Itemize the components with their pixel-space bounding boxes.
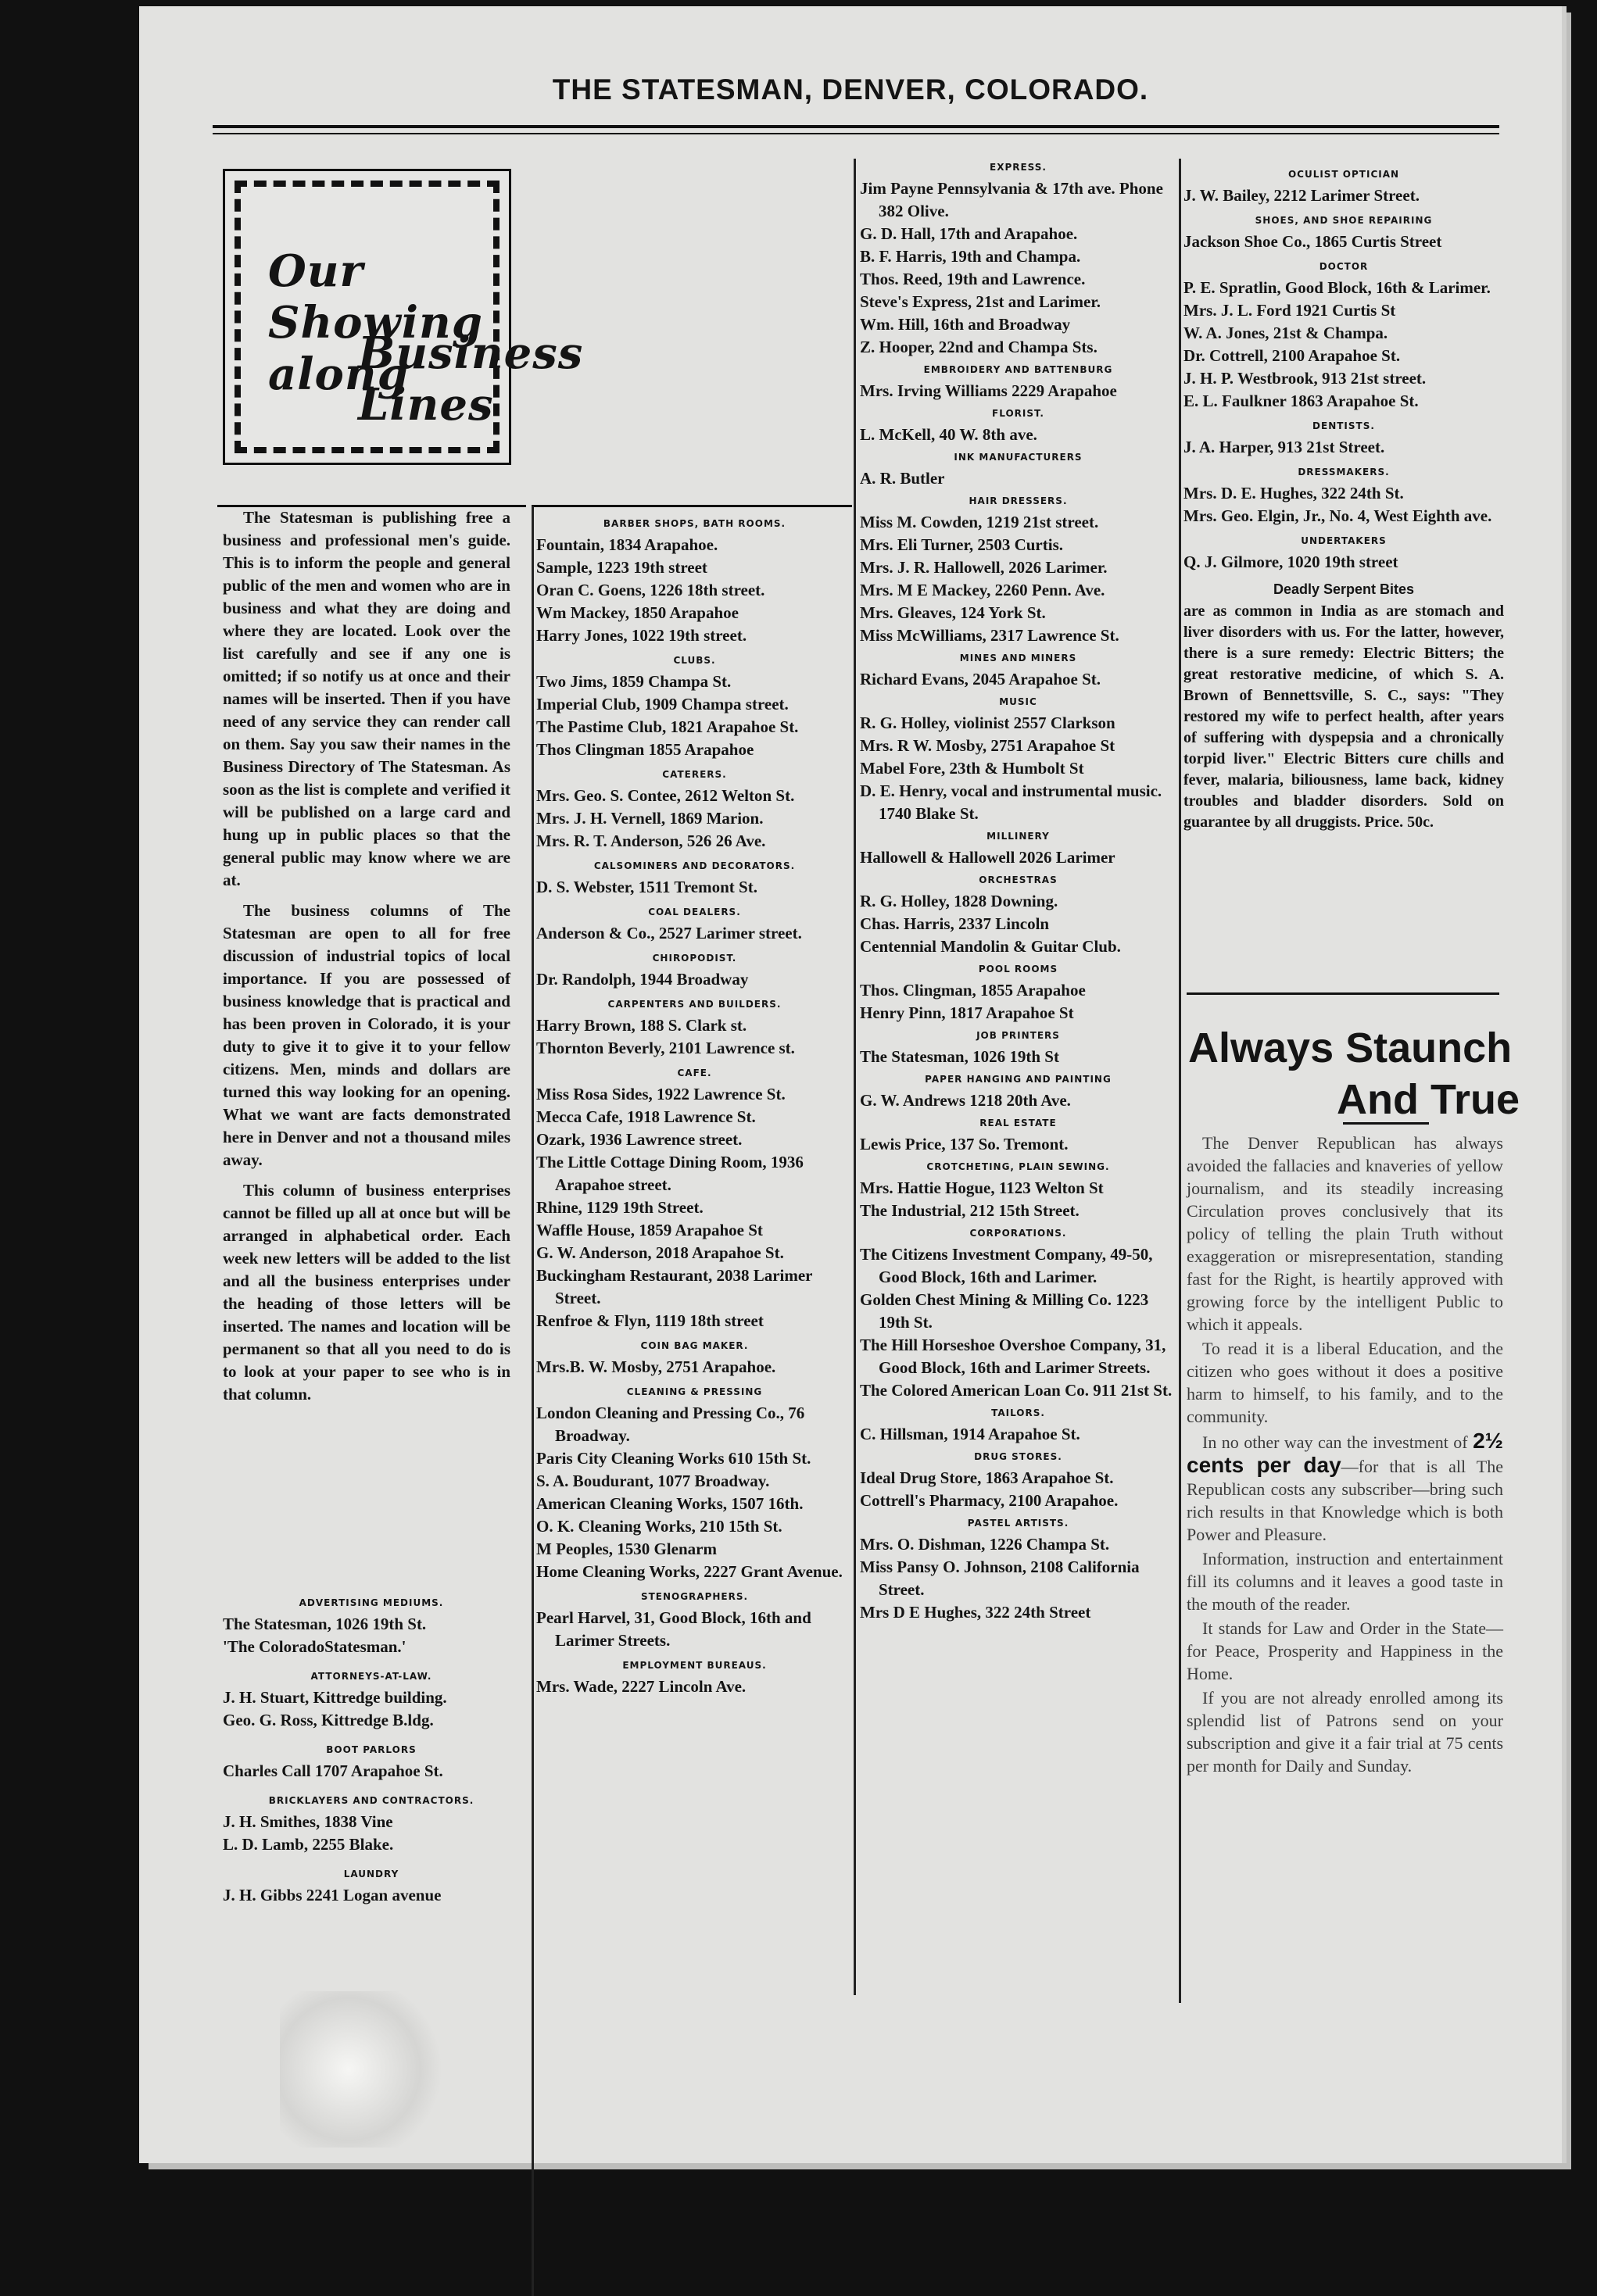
newspaper-page <box>139 6 1562 2163</box>
directory-entry: R. G. Holley, violinist 2557 Clarkson <box>860 713 1115 732</box>
section-heading: DRUG STORES. <box>974 1451 1062 1462</box>
section-heading: MUSIC <box>999 696 1037 707</box>
section-heading: BOOT PARLORS <box>326 1744 417 1755</box>
section-heading: CARPENTERS AND BUILDERS. <box>607 999 782 1010</box>
directory-entry: D. S. Webster, 1511 Tremont St. <box>536 878 757 896</box>
ad-title-line-2: And True <box>1337 1076 1520 1123</box>
ad-title-line-1: Always Staunch <box>1188 1025 1513 1071</box>
intro-paragraph: The Statesman is publishing free a business and professional men's guide. This is to inform the people and general public of the men and women who are in business and what they are doing and where they are located. Look over the list carefully and see if any one is omitted; if so notify us at once and their names will be inserted. Then if you have need of any service they can render call on them. Say you saw their names in the Business Directory of The Statesman. As soon as the list is complete and verified it will be published on a large card and hung up in public places so that the general public may know where we are at. <box>223 508 510 889</box>
section-heading: ADVERTISING MEDIUMS. <box>299 1597 444 1608</box>
section-heading: LAUNDRY <box>343 1869 399 1879</box>
directory-entry: Mrs. Gleaves, 124 York St. <box>860 603 1046 622</box>
directory-column-4-list <box>1183 169 1504 574</box>
section-heading: TAILORS. <box>991 1407 1045 1418</box>
directory-entry: C. Hillsman, 1914 Arapahoe St. <box>860 1425 1080 1443</box>
section-heading: STENOGRAPHERS. <box>640 1591 749 1602</box>
directory-entry: Mecca Cafe, 1918 Lawrence St. <box>536 1107 756 1126</box>
section-heading: CLEANING & PRESSING <box>626 1386 763 1397</box>
section-heading: MILLINERY <box>986 831 1050 842</box>
section-heading: EMBROIDERY AND BATTENBURG <box>923 364 1113 375</box>
section-heading: JOB PRINTERS <box>976 1030 1060 1041</box>
ad-title-underline <box>1343 1122 1429 1125</box>
directory-entry: Mrs. J. R. Hallowell, 2026 Larimer. <box>860 558 1108 577</box>
directory-entry: The Hill Horseshoe Overshoe Company, 31, Good Block, 16th and Larimer Streets. <box>860 1336 1166 1377</box>
directory-entry: Fountain, 1834 Arapahoe. <box>536 535 718 554</box>
directory-entry: Mrs. J. L. Ford 1921 Curtis St <box>1183 301 1396 320</box>
directory-entry: Miss Pansy O. Johnson, 2108 California Street. <box>860 1557 1140 1599</box>
section-heading: UNDERTAKERS <box>1301 535 1387 546</box>
col2-topline <box>532 505 852 507</box>
directory-entry: The Citizens Investment Company, 49-50, Good Block, 16th and Larimer. <box>860 1245 1153 1286</box>
directory-entry: Henry Pinn, 1817 Arapahoe St <box>860 1003 1074 1022</box>
directory-entry: J. H. Smithes, 1838 Vine <box>223 1812 393 1831</box>
directory-entry: G. D. Hall, 17th and Arapahoe. <box>860 224 1078 243</box>
directory-entry: Centennial Mandolin & Guitar Club. <box>860 937 1121 956</box>
directory-entry: J. H. Gibbs 2241 Logan avenue <box>223 1886 442 1904</box>
section-heading: PAPER HANGING AND PAINTING <box>925 1074 1112 1085</box>
directory-entry: Mrs. Hattie Hogue, 1123 Welton St <box>860 1178 1104 1197</box>
directory-entry: Q. J. Gilmore, 1020 19th street <box>1183 553 1398 571</box>
directory-entry: Buckingham Restaurant, 2038 Larimer Street. <box>536 1266 813 1307</box>
section-heading: CORPORATIONS. <box>969 1228 1067 1239</box>
directory-column-4 <box>1183 161 1504 833</box>
section-heading: ORCHESTRAS <box>979 874 1058 885</box>
directory-entry: Z. Hooper, 22nd and Champa Sts. <box>860 338 1097 356</box>
ad-paragraph: If you are not already enrolled among its splendid list of Patrons send on your subscription and give it a fair trial at 75 cents per month for Daily and Sunday. <box>1187 1688 1503 1776</box>
directory-entry: The Colored American Loan Co. 911 21st St. <box>860 1381 1173 1400</box>
directory-column-3 <box>860 156 1176 1624</box>
bitters-title: Deadly Serpent Bites <box>1273 581 1415 597</box>
directory-entry: Dr. Cottrell, 2100 Arapahoe St. <box>1183 346 1401 365</box>
section-heading: COAL DEALERS. <box>648 907 741 917</box>
directory-entry: Miss Rosa Sides, 1922 Lawrence St. <box>536 1085 786 1103</box>
column-rule <box>532 506 534 2296</box>
directory-entry: The Little Cottage Dining Room, 1936 Arapahoe street. <box>536 1153 804 1194</box>
directory-entry: Mrs. R W. Mosby, 2751 Arapahoe St <box>860 736 1115 755</box>
directory-entry: Mrs. J. H. Vernell, 1869 Marion. <box>536 809 764 828</box>
banner-line-2: Business Lines <box>358 327 584 431</box>
directory-entry: Mrs D E Hughes, 322 24th Street <box>860 1603 1091 1622</box>
ad-paragraph: Information, instruction and entertainment fill its columns and it leaves a good taste in the mouth of the reader. <box>1187 1549 1503 1614</box>
directory-entry: Mrs.B. W. Mosby, 2751 Arapahoe. <box>536 1357 776 1376</box>
section-heading: PASTEL ARTISTS. <box>967 1518 1069 1529</box>
directory-entry: L. D. Lamb, 2255 Blake. <box>223 1835 394 1854</box>
column-rule <box>854 159 856 1995</box>
directory-entry: London Cleaning and Pressing Co., 76 Broadway. <box>536 1404 805 1445</box>
section-heading: CAFE. <box>677 1068 712 1078</box>
directory-entry: Sample, 1223 19th street <box>536 558 707 577</box>
paper-stain <box>280 1991 452 2148</box>
directory-entry: Hallowell & Hallowell 2026 Larimer <box>860 848 1115 867</box>
directory-entry: Thornton Beverly, 2101 Lawrence st. <box>536 1039 795 1057</box>
directory-entry: Anderson & Co., 2527 Larimer street. <box>536 924 802 942</box>
directory-entry: Home Cleaning Works, 2227 Grant Avenue. <box>536 1562 843 1581</box>
directory-entry: Cottrell's Pharmacy, 2100 Arapahoe. <box>860 1491 1119 1510</box>
directory-entry: A. R. Butler <box>860 469 945 488</box>
directory-column-1 <box>223 1585 520 1907</box>
directory-entry: Chas. Harris, 2337 Lincoln <box>860 914 1050 933</box>
section-heading: BARBER SHOPS, BATH ROOMS. <box>603 518 786 529</box>
directory-entry: Miss M. Cowden, 1219 21st street. <box>860 513 1099 531</box>
directory-column-2 <box>536 510 853 1698</box>
section-heading: CLUBS. <box>673 655 716 666</box>
section-heading: COIN BAG MAKER. <box>640 1340 749 1351</box>
directory-entry: Ozark, 1936 Lawrence street. <box>536 1130 743 1149</box>
banner-border <box>235 181 584 453</box>
directory-entry: Richard Evans, 2045 Arapahoe St. <box>860 670 1101 688</box>
directory-entry: Renfroe & Flyn, 1119 18th street <box>536 1311 764 1330</box>
directory-entry: J. A. Harper, 913 21st Street. <box>1183 438 1385 456</box>
directory-entry: Jackson Shoe Co., 1865 Curtis Street <box>1183 232 1442 251</box>
section-heading: INK MANUFACTURERS <box>954 452 1083 463</box>
directory-entry: Pearl Harvel, 31, Good Block, 16th and Larimer Streets. <box>536 1608 811 1650</box>
directory-entry: S. A. Boudurant, 1077 Broadway. <box>536 1472 770 1490</box>
banner-box <box>223 169 584 465</box>
directory-entry: Steve's Express, 21st and Larimer. <box>860 292 1101 311</box>
directory-entry: Wm. Hill, 16th and Broadway <box>860 315 1071 334</box>
directory-entry: The Statesman, 1026 19th St. <box>223 1615 427 1633</box>
ad-paragraph: It stands for Law and Order in the State—for Peace, Prosperity and Happiness in the Home. <box>1187 1618 1503 1683</box>
directory-entry: E. L. Faulkner 1863 Arapahoe St. <box>1183 392 1419 410</box>
directory-entry: J. H. Stuart, Kittredge building. <box>223 1688 447 1707</box>
section-heading: REAL ESTATE <box>979 1118 1057 1128</box>
republican-ad-title <box>1188 1022 1524 1125</box>
directory-entry: The Pastime Club, 1821 Arapahoe St. <box>536 717 799 736</box>
section-heading: CATERERS. <box>662 769 727 780</box>
section-heading: BRICKLAYERS AND CONTRACTORS. <box>268 1795 474 1806</box>
directory-entry: Oran C. Goens, 1226 18th street. <box>536 581 765 599</box>
directory-entry: Golden Chest Mining & Milling Co. 1223 19th St. <box>860 1290 1149 1332</box>
section-heading: MINES AND MINERS <box>959 653 1077 663</box>
bitters-body: are as common in India as are stomach and liver disorders with us. For the latter, however, there is a sure remedy: Electric Bitters; the great restorative medicine, of which S. A. Brown of Bennettsville, S. C., says: "They restored my wife to perfect health, after years of suffering with dyspepsia and a chronically torpid liver." Electric Bitters cure chills and fever, malaria, biliousness, lame back, kidney troubles and bladder disorders. Sold on guarantee by all druggists. Price. 50c. <box>1183 603 1504 831</box>
directory-entry: Lewis Price, 137 So. Tremont. <box>860 1135 1069 1153</box>
republican-ad-body <box>1187 1132 1503 1779</box>
directory-entry: The Industrial, 212 15th Street. <box>860 1201 1080 1220</box>
section-heading: FLORIST. <box>992 408 1044 419</box>
directory-entry: J. W. Bailey, 2212 Larimer Street. <box>1183 186 1420 205</box>
directory-entry: American Cleaning Works, 1507 16th. <box>536 1494 804 1513</box>
directory-entry: Two Jims, 1859 Champa St. <box>536 672 732 691</box>
directory-entry: P. E. Spratlin, Good Block, 16th & Larimer. <box>1183 278 1491 297</box>
directory-entry: B. F. Harris, 19th and Champa. <box>860 247 1081 266</box>
section-heading: CROTCHETING, PLAIN SEWING. <box>926 1161 1110 1172</box>
directory-entry: Mrs. R. T. Anderson, 526 26 Ave. <box>536 831 766 850</box>
directory-entry: Thos. Reed, 19th and Lawrence. <box>860 270 1086 288</box>
section-heading: DRESSMAKERS. <box>1298 467 1390 477</box>
directory-entry: Mrs. Wade, 2227 Lincoln Ave. <box>536 1677 747 1696</box>
directory-entry: Dr. Randolph, 1944 Broadway <box>536 970 749 989</box>
section-heading: ATTORNEYS-AT-LAW. <box>310 1671 432 1682</box>
directory-entry: Rhine, 1129 19th Street. <box>536 1198 704 1217</box>
section-heading: CHIROPODIST. <box>652 953 737 964</box>
directory-entry: R. G. Holley, 1828 Downing. <box>860 892 1058 910</box>
intro-paragraph: The business columns of The Statesman are open to all for free discussion of industrial topics of local importance. If you are possessed of business knowledge that is practical and has been proven in Colorado, it is your duty to give it to give it to your fellow citizens. Men, minds and dollars are turned this way looking for an opening. What we want are facts demonstrated here in Denver and not a thousand miles away. <box>223 901 510 1169</box>
directory-entry: Imperial Club, 1909 Champa street. <box>536 695 789 713</box>
directory-entry: Thos Clingman 1855 Arapahoe <box>536 740 754 759</box>
directory-entry: Thos. Clingman, 1855 Arapahoe <box>860 981 1086 1000</box>
directory-entry: Paris City Cleaning Works 610 15th St. <box>536 1449 811 1468</box>
directory-entry: Harry Brown, 188 S. Clark st. <box>536 1016 747 1035</box>
directory-entry: Mrs. M E Mackey, 2260 Penn. Ave. <box>860 581 1105 599</box>
directory-entry: Mrs. Irving Williams 2229 Arapahoe <box>860 381 1117 400</box>
directory-entry: Mrs. D. E. Hughes, 322 24th St. <box>1183 484 1404 502</box>
directory-entry: L. McKell, 40 W. 8th ave. <box>860 425 1037 444</box>
section-heading: DOCTOR <box>1319 261 1369 272</box>
directory-entry: Jim Payne Pennsylvania & 17th ave. Phone 382 Olive. <box>860 179 1163 220</box>
masthead-rule <box>213 125 1499 134</box>
banner-line-1: Our Showing along <box>268 245 483 400</box>
directory-entry: D. E. Henry, vocal and instrumental music. 1740 Blake St. <box>860 781 1162 823</box>
section-heading: DENTISTS. <box>1312 420 1375 431</box>
intro-paragraph: This column of business enterprises cannot be filled up all at once but will be arranged in alphabetical order. Each week new letters will be added to the list and all the business enterprises under the heading of those letters will be inserted. The names and location will be permanent so that all you need to do is to look at your paper to see who is in that column. <box>223 1181 510 1404</box>
section-heading: POOL ROOMS <box>978 964 1058 975</box>
directory-entry: Miss McWilliams, 2317 Lawrence St. <box>860 626 1119 645</box>
ad-price: 2½ cents per day <box>1187 1429 1503 1477</box>
directory-entry: The Statesman, 1026 19th St <box>860 1047 1059 1066</box>
directory-entry: Mrs. Geo. Elgin, Jr., No. 4, West Eighth ave. <box>1183 506 1492 525</box>
directory-entry: Harry Jones, 1022 19th street. <box>536 626 747 645</box>
directory-entry: O. K. Cleaning Works, 210 15th St. <box>536 1517 782 1536</box>
directory-entry: J. H. P. Westbrook, 913 21st street. <box>1183 369 1427 388</box>
directory-entry: Charles Call 1707 Arapahoe St. <box>223 1761 443 1780</box>
intro-text <box>223 506 510 1414</box>
section-heading: EXPRESS. <box>990 162 1047 173</box>
directory-entry: Ideal Drug Store, 1863 Arapahoe St. <box>860 1468 1114 1487</box>
section-heading: SHOES, AND SHOE REPAIRING <box>1255 215 1433 226</box>
section-heading: HAIR DRESSERS. <box>969 495 1068 506</box>
section-heading: OCULIST OPTICIAN <box>1287 169 1400 180</box>
directory-entry: Mrs. Eli Turner, 2503 Curtis. <box>860 535 1063 554</box>
masthead: THE STATESMAN, DENVER, COLORADO. <box>552 73 1149 106</box>
ad-paragraph <box>1187 1429 1503 1546</box>
directory-entry: Wm Mackey, 1850 Arapahoe <box>536 603 739 622</box>
column-rule <box>1179 159 1181 2003</box>
ad-rule <box>1187 992 1499 995</box>
ad-text: In no other way can the investment of <box>1202 1432 1468 1452</box>
directory-entry: Mabel Fore, 23th & Humbolt St <box>860 759 1084 778</box>
ad-text: —for that is all The Republican costs any subscriber—bring such rich results in that Knowledge which is both Power and Pleasure. <box>1187 1457 1503 1544</box>
directory-entry: W. A. Jones, 21st & Champa. <box>1183 324 1388 342</box>
directory-entry: M Peoples, 1530 Glenarm <box>536 1540 717 1558</box>
directory-entry: G. W. Anderson, 2018 Arapahoe St. <box>536 1243 784 1262</box>
directory-entry: G. W. Andrews 1218 20th Ave. <box>860 1091 1071 1110</box>
directory-entry: Waffle House, 1859 Arapahoe St <box>536 1221 763 1239</box>
section-heading: CALSOMINERS AND DECORATORS. <box>593 860 796 871</box>
directory-entry: Geo. G. Ross, Kittredge B.ldg. <box>223 1711 434 1729</box>
ad-paragraph: To read it is a liberal Education, and the citizen who goes without it does a positive harm to himself, to his family, and to the community. <box>1187 1339 1503 1426</box>
directory-entry: Mrs. O. Dishman, 1226 Champa St. <box>860 1535 1110 1554</box>
section-heading: EMPLOYMENT BUREAUS. <box>622 1660 767 1671</box>
ad-paragraph: The Denver Republican has always avoided the fallacies and knaveries of yellow journalism, and its steadily increasing Circulation proves conclusively that its policy of telling the plain Truth without exaggeration or misrepresentation, standing fast for the Right, is heartily approved with growing force by the intelligent Public to which it appeals. <box>1187 1133 1503 1334</box>
directory-entry: 'The ColoradoStatesman.' <box>223 1637 406 1656</box>
directory-entry: Mrs. Geo. S. Contee, 2612 Welton St. <box>536 786 795 805</box>
